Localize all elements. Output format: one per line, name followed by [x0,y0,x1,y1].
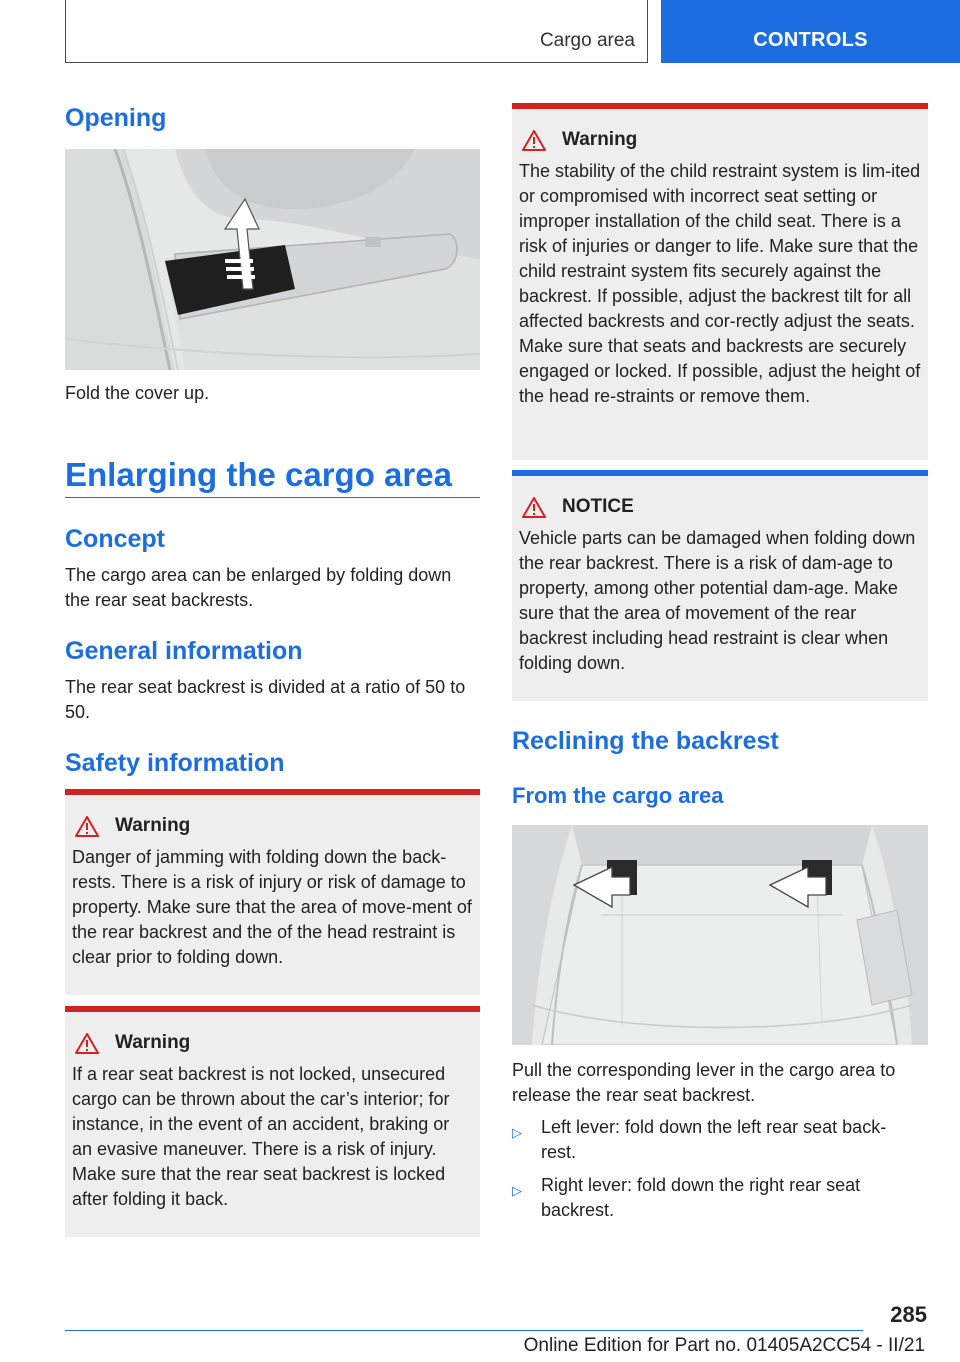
warning-triangle-icon [75,1033,99,1054]
chapter-label: CONTROLS [753,29,868,51]
general-text: The rear seat backrest is divided at a ratio of 50 to 50. [65,677,466,722]
warning-box-child-restraint [512,103,928,460]
pull-instruction: Pull the corresponding lever in the cargo area to release the rear seat backrest. [512,1060,896,1105]
notice-triangle-icon [522,497,546,518]
list-item [512,1115,928,1165]
warning-text: If a rear seat backrest is not locked, unsecured cargo can be thrown about the car’s interior; for instance, in the event of an accident, braking or an evasive maneuver. There is a risk of injury. Make sure that the rear seat backrest is locked after folding it back. [72,1064,450,1209]
list-item-text: Right lever: fold down the right rear seat backrest. [541,1175,861,1220]
chapter-tab[interactable] [661,0,960,63]
warning-title: Warning [115,1032,191,1053]
warning-title: Warning [115,815,191,836]
bullet-triangle-icon: ▷ [512,1125,522,1140]
warning-title: Warning [562,129,638,150]
safety-heading: Safety information [65,749,285,777]
warning-text: Danger of jamming with folding down the back-rests. There is a risk of injury or risk of damage to property. Make sure that the area of move-ment of the rear backrest and the of the head restraint is clear prior to folding down. [72,847,472,967]
heading-rule [65,497,480,498]
notice-title: NOTICE [562,496,634,517]
notice-box [512,470,928,701]
warning-box-unlocked [65,1006,480,1237]
page-number: 285 [890,1302,927,1327]
footer-rule [65,1330,863,1331]
warning-text: The stability of the child restraint system is lim-ited or compromised with incorrect seat setting or improper installation of the child seat. There is a risk of injuries or danger to life. Make sure that the child restraint system fits securely against the backrest. If possible, adjust the backrest tilt for all affected backrests and cor-rectly adjust the seats. Make sure that seats and backrests are securely engaged or locked. If possible, adjust the height of the head re-straints or remove them. [519,161,921,406]
section-title: Cargo area [539,30,635,51]
general-heading: General information [65,637,303,665]
opening-heading: Opening [65,104,167,132]
main-heading: Enlarging the cargo area [65,456,452,493]
list-item-text: Left lever: fold down the left rear seat back-rest. [541,1117,887,1162]
cargo-subheading: From the cargo area [512,783,724,808]
notice-text: Vehicle parts can be damaged when folding down the rear backrest. There is a risk of dam-age to property, among other potential dam-age. Make sure that the area of movement of the rear backrest including head restraint is clear when folding down. [519,528,916,673]
concept-text: The cargo area can be enlarged by folding down the rear seat backrests. [65,565,452,610]
bullet-triangle-icon: ▷ [512,1183,522,1198]
opening-figure [65,149,480,370]
list-item [512,1173,928,1223]
concept-heading: Concept [65,525,165,553]
warning-triangle-icon [75,816,99,837]
reclining-heading: Reclining the backrest [512,727,779,755]
cargo-figure [512,825,928,1045]
warning-box-jamming [65,789,480,995]
opening-caption: Fold the cover up. [65,383,210,403]
edition-text: Online Edition for Part no. 01405A2CC54 - II/21 [523,1335,925,1356]
lever-list [512,1115,928,1223]
warning-triangle-icon [522,130,546,151]
